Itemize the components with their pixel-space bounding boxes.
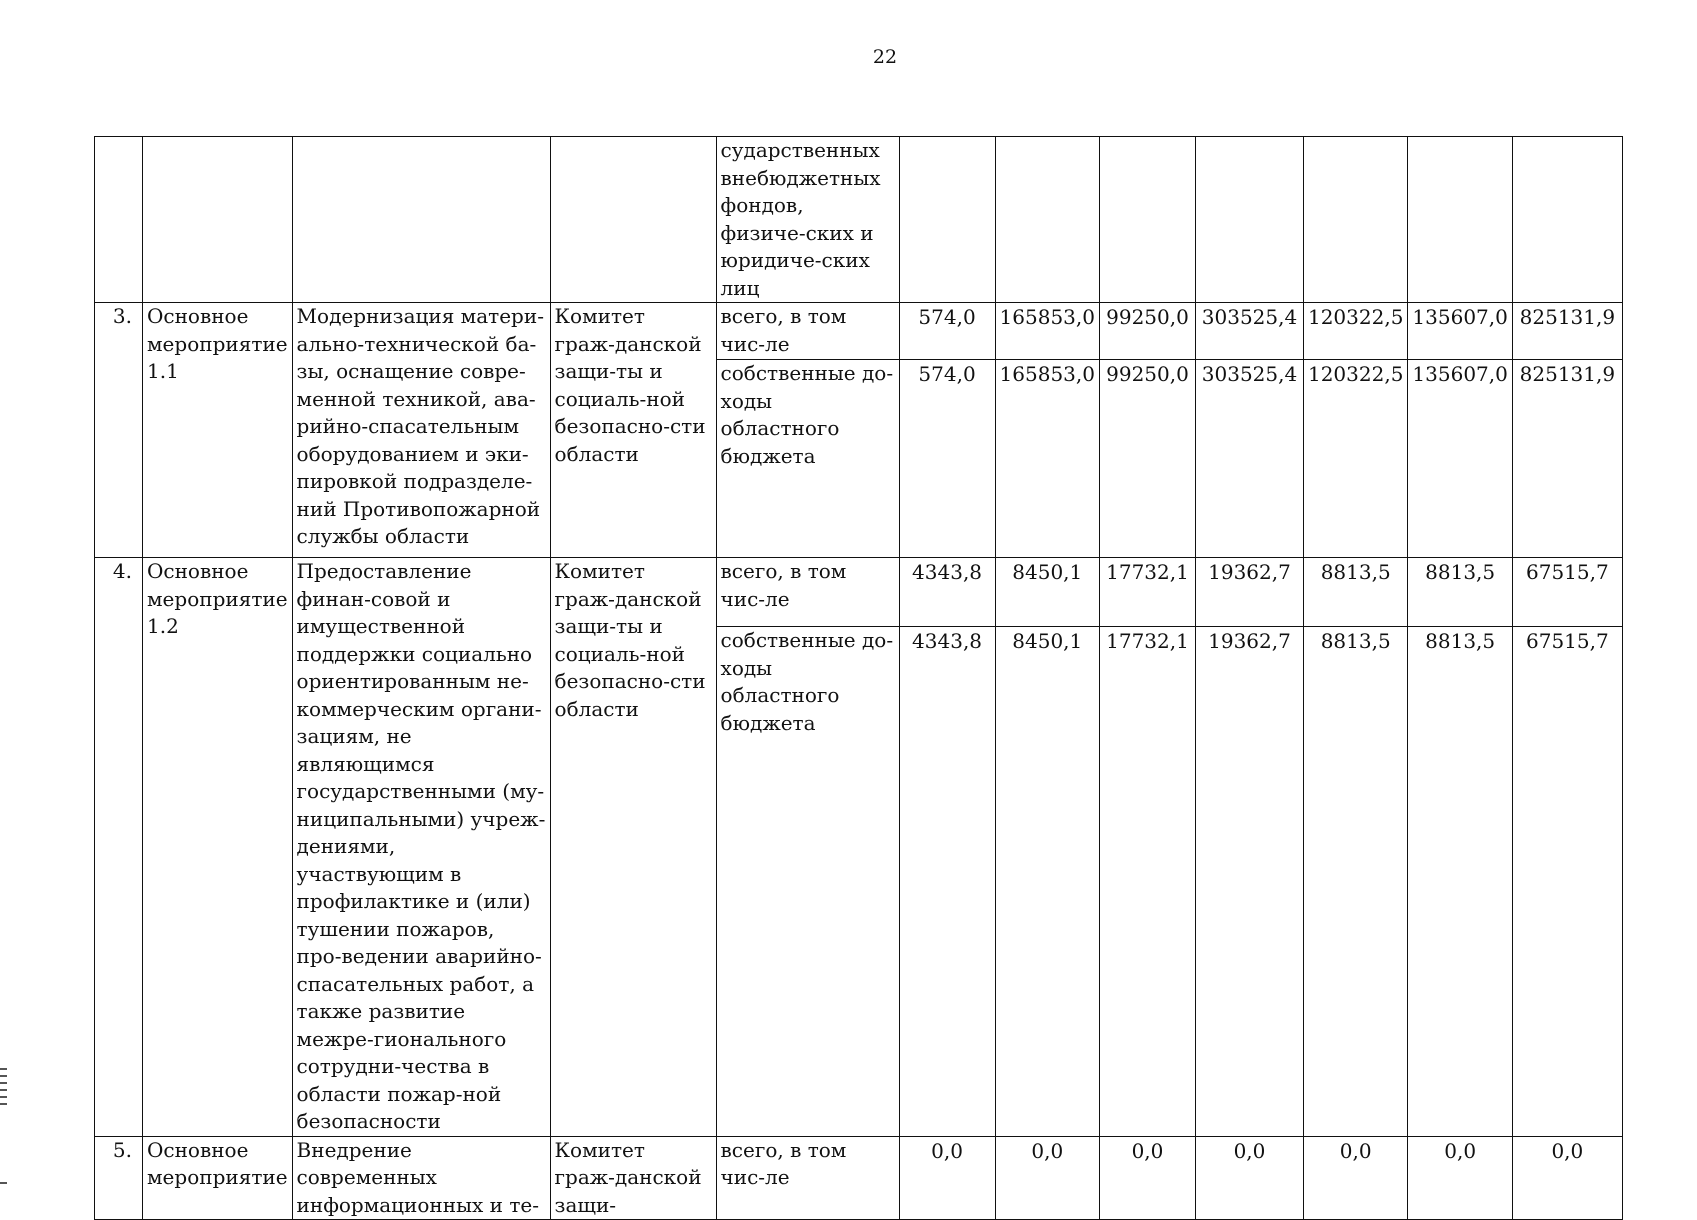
cell-empty: [1408, 137, 1512, 303]
scan-mark: [0, 1103, 7, 1105]
executor-cell: Комитет граж-данской защи-ты и социаль-ной безопасно-сти области: [550, 558, 716, 1137]
source-label-cell: всего, в том чис-ле: [716, 1136, 899, 1220]
executor-cell: Комитет граж-данской защи-ты и социаль-ной безопасно-сти области: [550, 303, 716, 558]
scan-mark: [0, 1096, 7, 1098]
source-label-cell: собственные до-ходы областного бюджета: [716, 627, 899, 1136]
value-cell: 574,0: [899, 303, 995, 360]
source-label-cell: собственные до-ходы областного бюджета: [716, 360, 899, 558]
scan-mark: [0, 1068, 7, 1070]
scan-mark: [0, 1089, 7, 1091]
value-cell: 303525,4: [1195, 360, 1303, 558]
cell-empty: [95, 137, 143, 303]
value-cell: 120322,5: [1303, 303, 1407, 360]
value-cell: 8813,5: [1303, 627, 1407, 1136]
cell-empty: [995, 137, 1099, 303]
value-cell: 8813,5: [1303, 558, 1407, 627]
source-label-cell: всего, в том чис-ле: [716, 558, 899, 627]
value-cell: 303525,4: [1195, 303, 1303, 360]
value-cell: 825131,9: [1512, 303, 1622, 360]
value-cell: 19362,7: [1195, 627, 1303, 1136]
page-number: 22: [872, 46, 898, 68]
cell-empty: [292, 137, 550, 303]
value-cell: 67515,7: [1512, 627, 1622, 1136]
value-cell: 8813,5: [1408, 627, 1512, 1136]
value-cell: 165853,0: [995, 360, 1099, 558]
table-row: [95, 1136, 1623, 1220]
activity-cell: Основное мероприятие 1.1: [143, 303, 293, 558]
cell-empty: [143, 137, 293, 303]
budget-table: [94, 136, 1623, 1220]
value-cell: 17732,1: [1099, 627, 1195, 1136]
table-row: [95, 303, 1623, 360]
scan-mark: [0, 1082, 7, 1084]
value-cell: 0,0: [899, 1136, 995, 1220]
value-cell: 8450,1: [995, 627, 1099, 1136]
value-cell: 0,0: [1408, 1136, 1512, 1220]
carryover-row: [95, 137, 1623, 303]
row-index-cell: 3.: [95, 303, 143, 558]
description-cell: Модернизация матери-ально-технической ба-зы, оснащение совре-менной техникой, ава-рийно-спасательным оборудованием и эки-пировкой подразделе-ний Противопожарной службы области: [292, 303, 550, 558]
value-cell: 0,0: [1512, 1136, 1622, 1220]
value-cell: 19362,7: [1195, 558, 1303, 627]
value-cell: 17732,1: [1099, 558, 1195, 627]
table-row: [95, 558, 1623, 627]
value-cell: 67515,7: [1512, 558, 1622, 627]
source-label-cell: всего, в том чис-ле: [716, 303, 899, 360]
row-index-cell: 4.: [95, 558, 143, 1137]
value-cell: 8813,5: [1408, 558, 1512, 627]
value-cell: 0,0: [1303, 1136, 1407, 1220]
scan-mark: [0, 1182, 7, 1184]
value-cell: 8450,1: [995, 558, 1099, 627]
cell-empty: [1303, 137, 1407, 303]
value-cell: 4343,8: [899, 627, 995, 1136]
cell-empty: [1195, 137, 1303, 303]
cell-empty: [550, 137, 716, 303]
description-cell: Внедрение современных информационных и те-: [292, 1136, 550, 1220]
cell-empty: [1512, 137, 1622, 303]
value-cell: 4343,8: [899, 558, 995, 627]
value-cell: 574,0: [899, 360, 995, 558]
value-cell: 0,0: [1195, 1136, 1303, 1220]
activity-cell: Основное мероприятие 1.2: [143, 558, 293, 1137]
value-cell: 135607,0: [1408, 360, 1512, 558]
carryover-source-cell: сударственных внебюджетных фондов, физиче-ских и юридиче-ских лиц: [716, 137, 899, 303]
value-cell: 99250,0: [1099, 360, 1195, 558]
value-cell: 825131,9: [1512, 360, 1622, 558]
cell-empty: [1099, 137, 1195, 303]
row-index-cell: 5.: [95, 1136, 143, 1220]
cell-empty: [899, 137, 995, 303]
scan-mark: [0, 1075, 7, 1077]
value-cell: 165853,0: [995, 303, 1099, 360]
value-cell: 0,0: [995, 1136, 1099, 1220]
value-cell: 120322,5: [1303, 360, 1407, 558]
executor-cell: Комитет граж-данской защи-: [550, 1136, 716, 1220]
value-cell: 0,0: [1099, 1136, 1195, 1220]
value-cell: 135607,0: [1408, 303, 1512, 360]
activity-cell: Основное мероприятие: [143, 1136, 293, 1220]
description-cell: Предоставление финан-совой и имущественной поддержки социально ориентированным не-коммерческим органи-зациям, не являющимся государственными (му-ниципальными) учреж-дениями, участвующим в профилактике и (или) тушении пожаров, про-ведении аварийно-спасательных работ, а также развитие межре-гионального сотрудни-чества в области пожар-ной безопасности: [292, 558, 550, 1137]
value-cell: 99250,0: [1099, 303, 1195, 360]
